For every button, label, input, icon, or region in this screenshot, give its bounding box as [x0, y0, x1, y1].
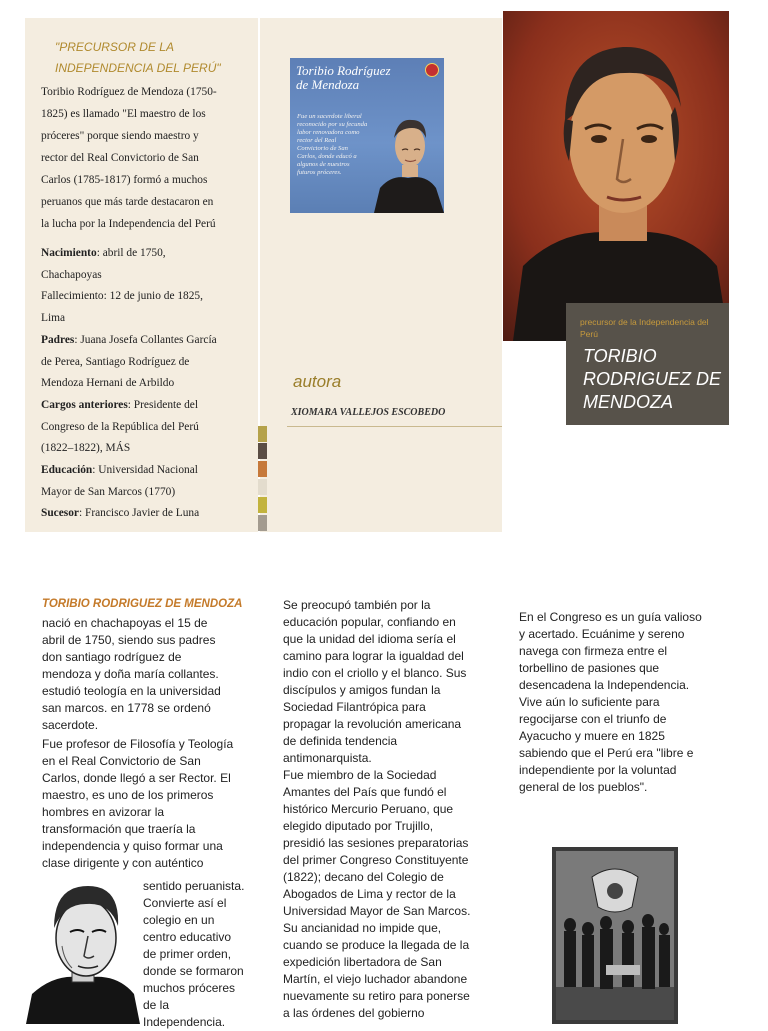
- engraved-portrait-image: [26, 876, 140, 1024]
- column-2-text: Se preocupó también por la educación popular, confiando en que la unidad del idioma sería el camino para lograr la igualdad del indio con el criollo y el blanco. Sus discípulos y amigos fundan la Sociedad Filantrópica para propagar la revolución americana de definida tendencia antimonarquista. Fue miembro de la Sociedad Amantes del País que fundó el histórico Mercurio Peruano, que elegido diputado por Trujillo, presidió las sesiones preparatorias del primer Congreso Constituyente (1822); decano del Colegio de Abogados de Lima y rector de la Universidad Mayor de San Marcos. Su ancianidad no impide que, cuando se produce la llegada de la expedición libertadora de San Martín, el viejo luchador abandone nuevamente su retiro para ponerse a las órdenes del gobierno: [283, 598, 471, 1020]
- cover-subtitle: precursor de la Independencia del Perú: [580, 317, 709, 339]
- book-cover-image: [290, 58, 444, 213]
- intro-line: la lucha por la Independencia del Perú: [41, 218, 216, 230]
- intro-line: rector del Real Convictorio de San: [41, 152, 199, 164]
- column-3-text: En el Congreso es un guía valioso y acertado. Ecuánime y sereno navega con firmeza entre el torbellino de pasiones que desencadena la Independencia. Vive aún lo suficiente para regocijarse con el triunfo de Ayacucho y muere en 1825 sabiendo que el Perú era "libre e independiente por la voluntad general de los pueblos".: [519, 610, 702, 794]
- intro-line: 1825) es llamado "El maestro de los: [41, 108, 206, 120]
- intro-line: Carlos (1785-1817) formó a muchos: [41, 174, 208, 186]
- book-title: Toribio Rodríguez de Mendoza: [296, 63, 391, 92]
- color-swatch: [258, 497, 267, 513]
- color-swatch: [258, 479, 267, 495]
- fact-label-cargos: Cargos anteriores: [41, 398, 128, 411]
- facts-list: Nacimiento: abril de 1750, Chachapoyas Fallecimiento: 12 de junio de 1825, Lima Padres: Juana Josefa Collantes García de Perea, Santiago Rodríguez de Mendoza Hernani de Arbildo Cargos anteriores: Presidente del Congreso de la República del Perú (1822–1822), MÁS Educación: Universidad Nacional Mayor de San Marcos (1770) Sucesor: Francisco Javier de Luna: [41, 243, 250, 519]
- seal-icon: [425, 63, 439, 77]
- cover-title: TORIBIO RODRIGUEZ DE MENDOZA: [583, 346, 722, 412]
- color-swatch: [258, 443, 267, 459]
- author-name: XIOMARA VALLEJOS ESCOBEDO: [291, 407, 446, 418]
- author-heading: autora: [293, 372, 342, 391]
- divider: [287, 426, 502, 427]
- panel-title: "PRECURSOR DE LA INDEPENDENCIA DEL PERÚ": [55, 40, 221, 75]
- intro-line: peruanos que más tarde destacaron en: [41, 196, 214, 208]
- cover-portrait-image: [503, 11, 729, 341]
- column-1-text: nació en chachapoyas el 15 de abril de 1750, siendo sus padres don santiago rodríguez de mendoza y doña maría collantes. estudió teología en la universidad san marcos. en 1778 se ordenó sacerdote. Fue profesor de Filosofía y Teología en el Real Convictorio de San Carlos, donde llegó a ser Rector. El maestro, es uno de los primeros hombres en avizorar la transformación que traería la independencia y quiso formar una clase dirigente y con auténtico: [42, 616, 234, 870]
- color-swatch: [258, 461, 267, 477]
- fact-fallecimiento: Fallecimiento: 12 de junio de 1825,: [41, 290, 203, 303]
- color-swatch: [258, 426, 267, 442]
- color-swatch: [258, 515, 267, 531]
- book-portrait-image: [372, 108, 444, 213]
- intro-paragraph: [41, 81, 250, 235]
- fact-label-nacimiento: Nacimiento: [41, 247, 97, 259]
- book-blurb: Fue un sacerdote liberal reconocido por su fecunda labor renovadora como rector del Real Convictorio de San Carlos, donde educó a algunos de nuestros futuros próceres.: [297, 113, 368, 176]
- fact-label-sucesor: Sucesor: [41, 507, 79, 520]
- intro-line: Toribio Rodríguez de Mendoza (1750-: [41, 86, 217, 98]
- fact-label-padres: Padres: [41, 333, 75, 346]
- fact-label-educacion: Educación: [41, 464, 93, 477]
- intro-line: próceres" porque siendo maestro y: [41, 130, 199, 142]
- section-title: TORIBIO RODRIGUEZ DE MENDOZA: [42, 598, 243, 610]
- column-1-wrap-text: sentido peruanista. Convierte así el colegio en un centro educativo de primer orden, donde se formaron muchos próceres de la Independencia.: [143, 879, 245, 1029]
- historical-engraving-image: [552, 847, 678, 1024]
